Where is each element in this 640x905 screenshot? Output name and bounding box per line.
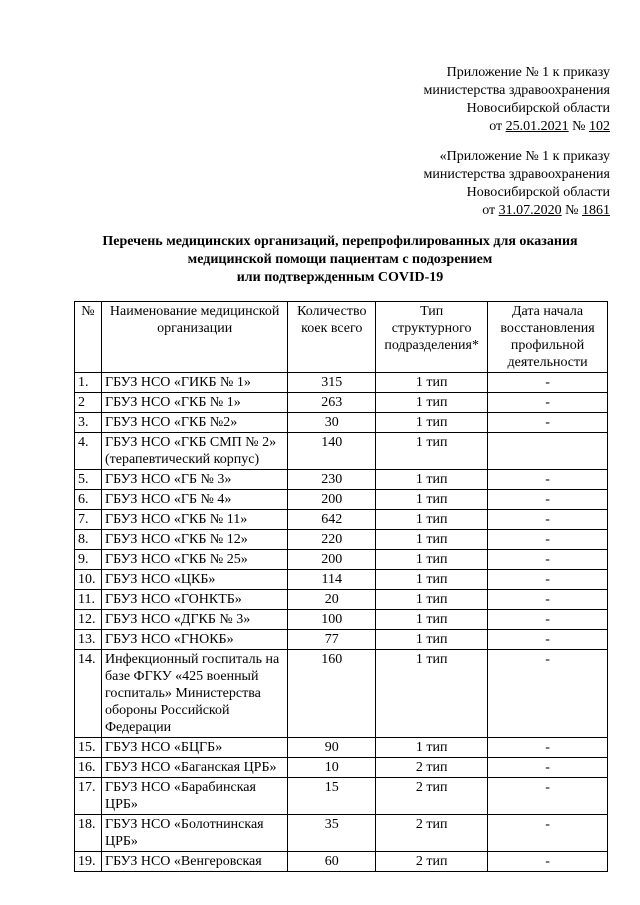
table-body (75, 373, 608, 872)
header-beds: Количество коек всего (288, 302, 376, 373)
table-row (75, 590, 608, 610)
cell-type: 2 тип (376, 815, 488, 852)
cell-date: - (488, 570, 608, 590)
cell-date: - (488, 610, 608, 630)
cell-name: ГБУЗ НСО «ДГКБ № 3» (101, 610, 287, 630)
cell-type: 1 тип (376, 650, 488, 738)
cell-type: 2 тип (376, 852, 488, 872)
appendix-date: 31.07.2020 (498, 203, 562, 218)
table-row (75, 433, 608, 470)
cell-beds: 140 (288, 433, 376, 470)
cell-num: 19. (75, 852, 102, 872)
appendix-line: Новосибирской области (466, 101, 610, 116)
cell-type: 1 тип (376, 413, 488, 433)
appendix-line: министерства здравоохранения (423, 167, 610, 182)
cell-num: 14. (75, 650, 102, 738)
cell-name: Инфекционный госпиталь на базе ФГКУ «425 военный госпиталь» Министерства обороны Российской Федерации (101, 650, 287, 738)
table-row (75, 610, 608, 630)
cell-date: - (488, 530, 608, 550)
cell-name: ГБУЗ НСО «ГИКБ № 1» (101, 373, 287, 393)
cell-beds: 160 (288, 650, 376, 738)
table-row (75, 413, 608, 433)
table-row (75, 778, 608, 815)
cell-beds: 100 (288, 610, 376, 630)
cell-type: 1 тип (376, 570, 488, 590)
table-row (75, 815, 608, 852)
cell-num: 13. (75, 630, 102, 650)
cell-date: - (488, 373, 608, 393)
cell-name: ГБУЗ НСО «ГКБ № 12» (101, 530, 287, 550)
cell-type: 1 тип (376, 590, 488, 610)
cell-beds: 230 (288, 470, 376, 490)
cell-num: 10. (75, 570, 102, 590)
cell-date: - (488, 630, 608, 650)
cell-num: 5. (75, 470, 102, 490)
cell-name: ГБУЗ НСО «ГКБ № 1» (101, 393, 287, 413)
cell-date: - (488, 490, 608, 510)
cell-name: ГБУЗ НСО «ГНОКБ» (101, 630, 287, 650)
appendix-number: 1861 (582, 203, 610, 218)
cell-name: ГБУЗ НСО «ГКБ СМП № 2» (терапевтический корпус) (101, 433, 287, 470)
cell-type: 1 тип (376, 433, 488, 470)
cell-name: ГБУЗ НСО «ГКБ № 25» (101, 550, 287, 570)
header-name: Наименование медицинской организации (101, 302, 287, 373)
title-line: Перечень медицинских организаций, перепрофилированных для оказания (102, 234, 578, 249)
cell-name: ГБУЗ НСО «ГБ № 4» (101, 490, 287, 510)
cell-num: 17. (75, 778, 102, 815)
cell-num: 3. (75, 413, 102, 433)
cell-name: ГБУЗ НСО «Барабинская ЦРБ» (101, 778, 287, 815)
cell-num: 11. (75, 590, 102, 610)
cell-type: 1 тип (376, 610, 488, 630)
cell-beds: 642 (288, 510, 376, 530)
cell-date: - (488, 510, 608, 530)
cell-type: 1 тип (376, 530, 488, 550)
cell-name: ГБУЗ НСО «Баганская ЦРБ» (101, 758, 287, 778)
appendix-date: 25.01.2021 (505, 119, 569, 134)
cell-num: 16. (75, 758, 102, 778)
table-row (75, 373, 608, 393)
appendix-number-sign: № (572, 119, 586, 134)
cell-beds: 90 (288, 738, 376, 758)
header-date: Дата начала восстановления профильной деятельности (488, 302, 608, 373)
table-row (75, 393, 608, 413)
appendix-line: Приложение № 1 к приказу (446, 65, 610, 80)
cell-name: ГБУЗ НСО «Болотнинская ЦРБ» (101, 815, 287, 852)
cell-num: 6. (75, 490, 102, 510)
appendix-date-line (424, 202, 610, 220)
appendix-number-sign: № (565, 203, 579, 218)
table-row (75, 630, 608, 650)
cell-date: - (488, 590, 608, 610)
cell-date (488, 433, 608, 470)
cell-type: 2 тип (376, 778, 488, 815)
table-header-row (75, 302, 608, 373)
cell-type: 1 тип (376, 550, 488, 570)
cell-beds: 10 (288, 758, 376, 778)
cell-beds: 77 (288, 630, 376, 650)
cell-date: - (488, 815, 608, 852)
cell-num: 4. (75, 433, 102, 470)
cell-date: - (488, 413, 608, 433)
table-row (75, 490, 608, 510)
table-row (75, 530, 608, 550)
appendix-date-line (424, 118, 610, 136)
cell-date: - (488, 852, 608, 872)
cell-num: 9. (75, 550, 102, 570)
cell-type: 1 тип (376, 510, 488, 530)
cell-beds: 20 (288, 590, 376, 610)
cell-num: 1. (75, 373, 102, 393)
header-type: Тип структурного подразделения* (376, 302, 488, 373)
cell-date: - (488, 550, 608, 570)
appendix-header-previous (424, 148, 610, 220)
cell-beds: 263 (288, 393, 376, 413)
table-row (75, 470, 608, 490)
cell-name: ГБУЗ НСО «Венгеровская (101, 852, 287, 872)
table-row (75, 510, 608, 530)
organizations-table (74, 301, 608, 872)
cell-type: 1 тип (376, 630, 488, 650)
cell-num: 12. (75, 610, 102, 630)
cell-date: - (488, 758, 608, 778)
appendix-from: от (482, 203, 496, 218)
document-title (40, 233, 640, 287)
appendix-number: 102 (589, 119, 610, 134)
cell-beds: 15 (288, 778, 376, 815)
cell-num: 2 (75, 393, 102, 413)
cell-beds: 60 (288, 852, 376, 872)
cell-beds: 200 (288, 490, 376, 510)
cell-beds: 220 (288, 530, 376, 550)
cell-type: 1 тип (376, 373, 488, 393)
cell-num: 15. (75, 738, 102, 758)
cell-num: 7. (75, 510, 102, 530)
cell-type: 1 тип (376, 490, 488, 510)
cell-name: ГБУЗ НСО «ГОНКТБ» (101, 590, 287, 610)
cell-name: ГБУЗ НСО «БЦГБ» (101, 738, 287, 758)
cell-beds: 30 (288, 413, 376, 433)
cell-date: - (488, 738, 608, 758)
appendix-from: от (489, 119, 503, 134)
cell-num: 8. (75, 530, 102, 550)
table-row (75, 738, 608, 758)
cell-type: 1 тип (376, 738, 488, 758)
table-row (75, 650, 608, 738)
appendix-line: министерства здравоохранения (423, 83, 610, 98)
table-row (75, 852, 608, 872)
cell-type: 2 тип (376, 758, 488, 778)
appendix-line: «Приложение № 1 к приказу (439, 149, 610, 164)
cell-name: ГБУЗ НСО «ЦКБ» (101, 570, 287, 590)
cell-date: - (488, 778, 608, 815)
header-num: № (75, 302, 102, 373)
cell-beds: 200 (288, 550, 376, 570)
cell-type: 1 тип (376, 470, 488, 490)
cell-name: ГБУЗ НСО «ГКБ № 11» (101, 510, 287, 530)
cell-name: ГБУЗ НСО «ГКБ №2» (101, 413, 287, 433)
cell-beds: 114 (288, 570, 376, 590)
table-row (75, 758, 608, 778)
appendix-line: Новосибирской области (466, 185, 610, 200)
cell-beds: 35 (288, 815, 376, 852)
title-line: медицинской помощи пациентам с подозрением (187, 252, 493, 267)
title-line: или подтвержденным COVID-19 (236, 270, 444, 285)
appendix-header-current (424, 64, 610, 136)
cell-date: - (488, 393, 608, 413)
cell-date: - (488, 650, 608, 738)
cell-date: - (488, 470, 608, 490)
table-row (75, 550, 608, 570)
cell-beds: 315 (288, 373, 376, 393)
cell-name: ГБУЗ НСО «ГБ № 3» (101, 470, 287, 490)
table-row (75, 570, 608, 590)
cell-num: 18. (75, 815, 102, 852)
cell-type: 1 тип (376, 393, 488, 413)
